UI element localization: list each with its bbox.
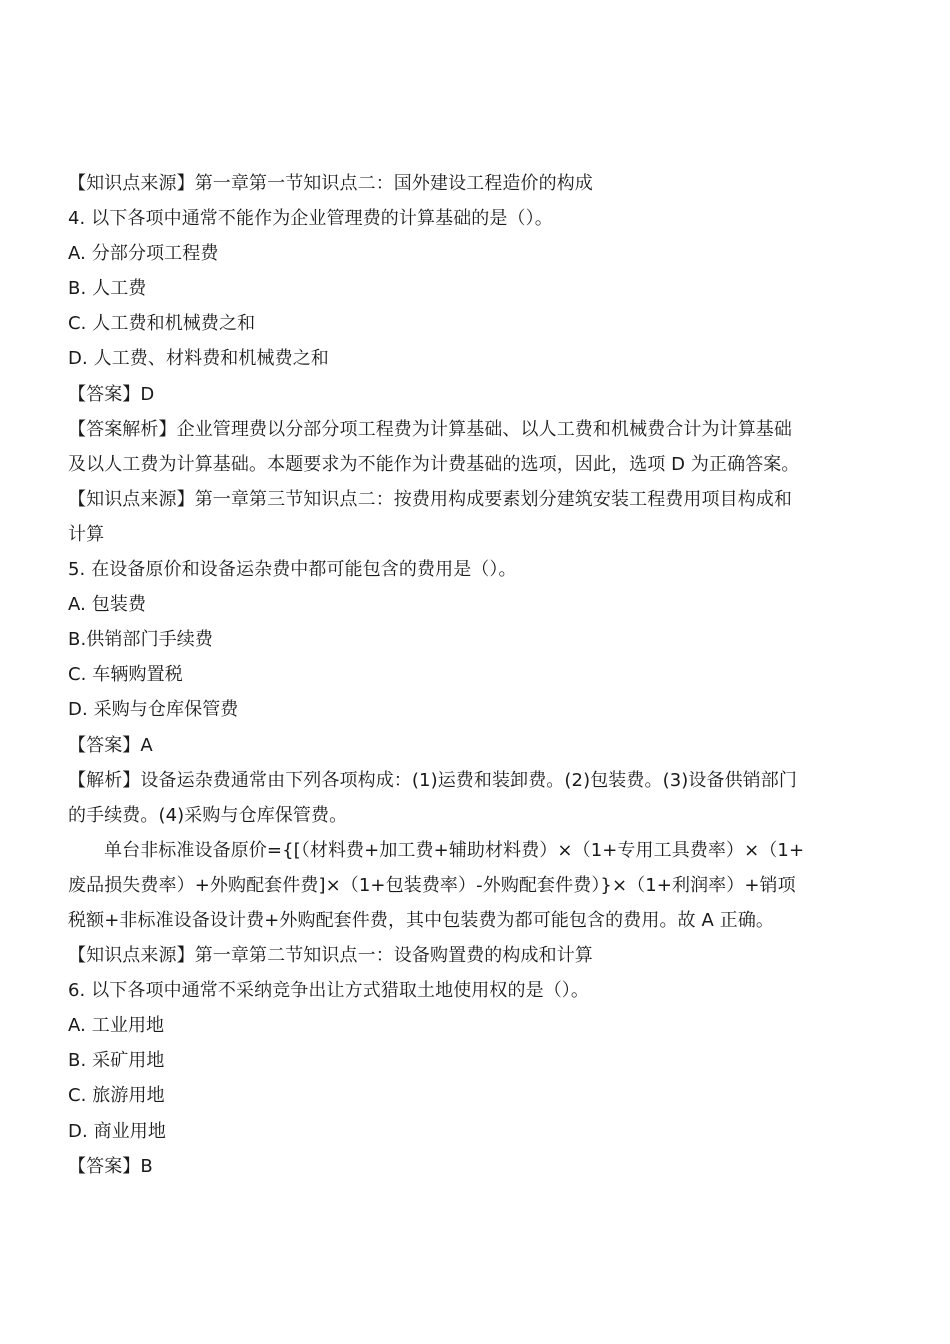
formula-line-1: 单台非标准设备原价={[（材料费+加工费+辅助材料费）×（1+专用工具费率）×（1+ (104, 839, 805, 861)
formula-line-3: 税额+非标准设备设计费+外购配套件费，其中包装费为都可能包含的费用。故 A 正确。 (68, 909, 775, 931)
question-4-option-b: B. 人工费 (68, 278, 147, 300)
question-5-analysis-line-1: 【解析】设备运杂费通常由下列各项构成：(1)运费和装卸费。(2)包装费。(3)设备供销部门 (68, 769, 797, 791)
knowledge-source-1: 【知识点来源】第一章第一节知识点二：国外建设工程造价的构成 (68, 173, 593, 194)
question-4: 4. 以下各项中通常不能作为企业管理费的计算基础的是（）。 (68, 208, 553, 230)
question-5-answer: 【答案】A (68, 734, 153, 756)
question-5-option-c: C. 车辆购置税 (68, 664, 183, 686)
question-5-analysis-line-2: 的手续费。(4)采购与仓库保管费。 (68, 804, 348, 826)
knowledge-source-3: 【知识点来源】第一章第二节知识点一：设备购置费的构成和计算 (68, 945, 593, 967)
knowledge-source-2-line-2: 计算 (68, 523, 105, 545)
question-4-analysis-line-2: 及以人工费为计算基础。本题要求为不能作为计费基础的选项，因此，选项 D 为正确答案。 (68, 453, 800, 475)
document-page (68, 166, 848, 1184)
knowledge-source-2-line-1: 【知识点来源】第一章第三节知识点二：按费用构成要素划分建筑安装工程费用项目构成和 (68, 488, 792, 510)
question-6-option-d: D. 商业用地 (68, 1120, 167, 1142)
question-4-analysis-line-1: 【答案解析】企业管理费以分部分项工程费为计算基础、以人工费和机械费合计为计算基础 (68, 418, 792, 440)
question-4-option-d: D. 人工费、材料费和机械费之和 (68, 348, 329, 370)
question-5-option-a: A. 包装费 (68, 594, 147, 616)
question-6-option-c: C. 旅游用地 (68, 1085, 165, 1107)
question-4-option-c: C. 人工费和机械费之和 (68, 313, 256, 335)
question-4-answer: 【答案】D (68, 383, 155, 405)
question-6-option-b: B. 采矿用地 (68, 1050, 165, 1072)
question-6-answer: 【答案】B (68, 1155, 153, 1177)
question-4-option-a: A. 分部分项工程费 (68, 243, 219, 265)
formula-line-2: 废品损失费率）+外购配套件费]×（1+包装费率）-外购配套件费）}×（1+利润率）+销项 (68, 874, 796, 896)
question-5-option-b: B.供销部门手续费 (68, 629, 213, 651)
question-6: 6. 以下各项中通常不采纳竞争出让方式猎取土地使用权的是（）。 (68, 980, 589, 1002)
question-5: 5. 在设备原价和设备运杂费中都可能包含的费用是（）。 (68, 559, 517, 581)
question-5-option-d: D. 采购与仓库保管费 (68, 699, 239, 721)
question-6-option-a: A. 工业用地 (68, 1015, 165, 1037)
